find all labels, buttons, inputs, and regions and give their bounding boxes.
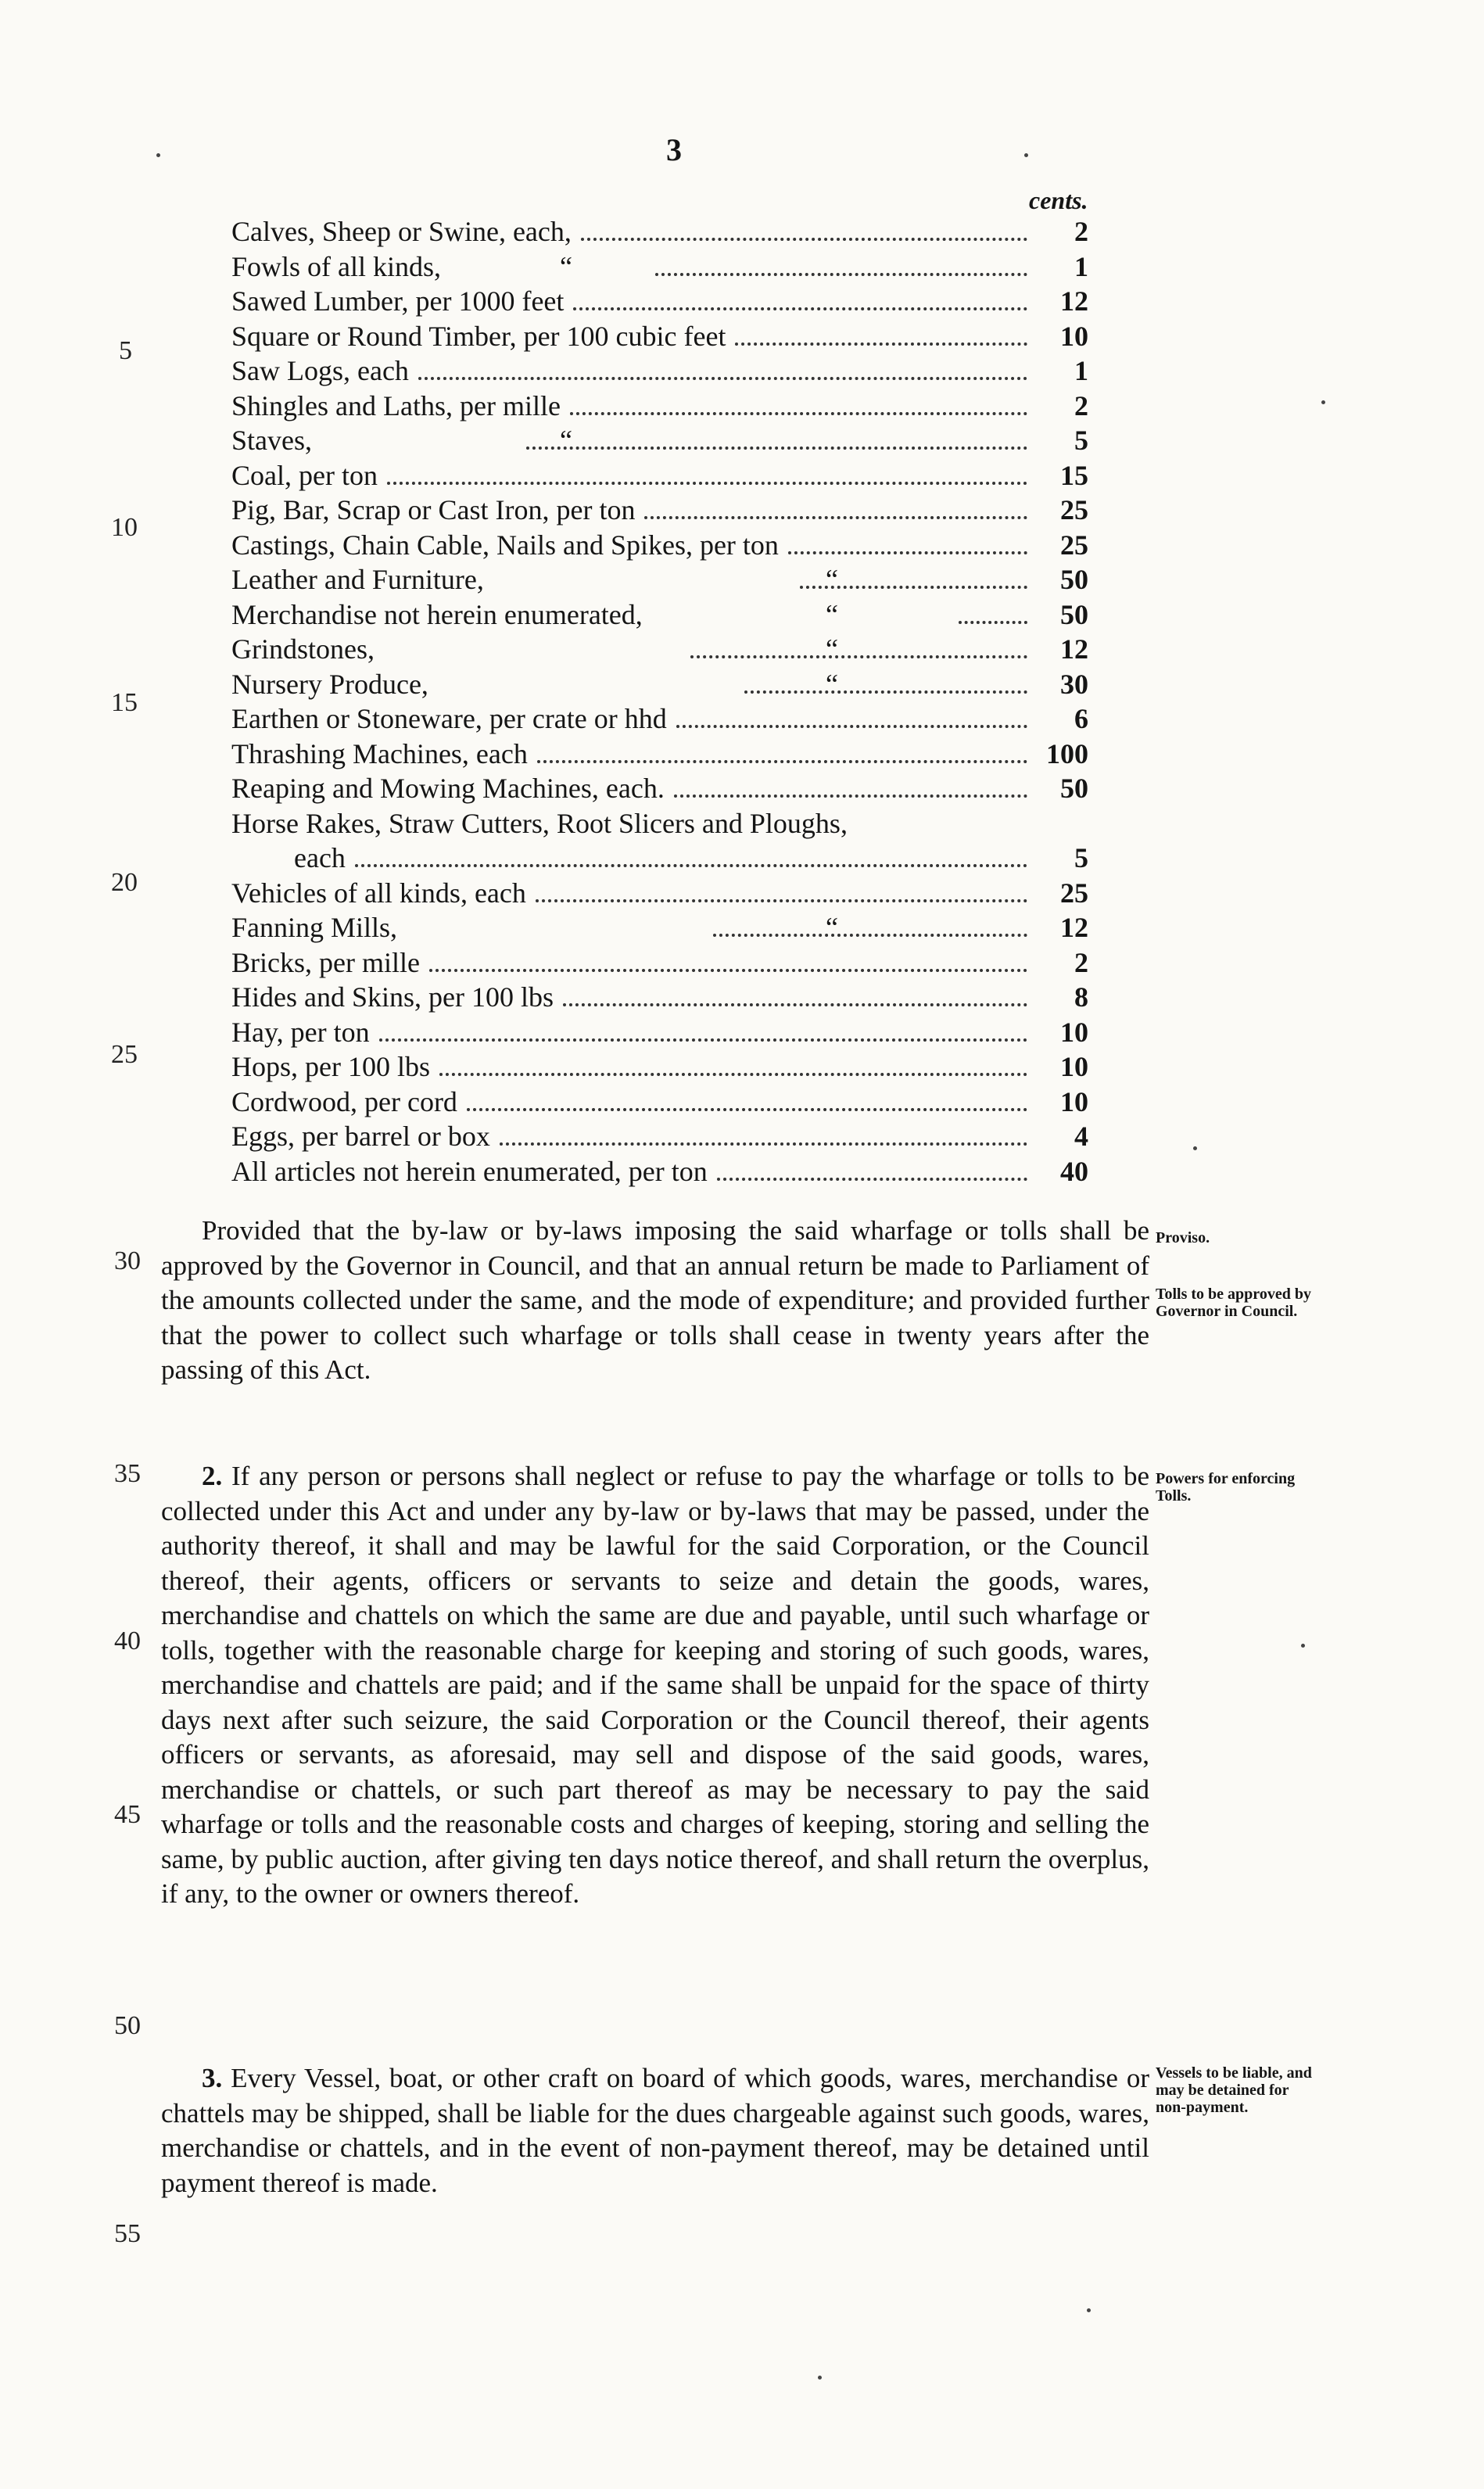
leader-dots [355, 864, 1027, 867]
toll-row [231, 353, 1088, 389]
toll-value: 15 [1060, 459, 1088, 491]
scan-speck [1193, 1146, 1197, 1150]
section-3-paragraph [161, 2061, 1149, 2200]
toll-item: Calves, Sheep or Swine, each, [231, 216, 572, 247]
leader-dots [526, 447, 1027, 450]
toll-row [231, 737, 1088, 772]
line-number: 35 [114, 1459, 141, 1488]
leader-dots [467, 1108, 1027, 1111]
toll-row [231, 1154, 1088, 1189]
scan-speck [1301, 1644, 1305, 1648]
ditto-mark: “ [826, 598, 838, 630]
toll-item: Earthen or Stoneware, per crate or hhd [231, 703, 667, 734]
toll-row [231, 423, 1088, 458]
margin-note-proviso: Proviso. [1156, 1229, 1210, 1246]
leader-dots [713, 934, 1027, 937]
page-number: 3 [666, 132, 682, 167]
toll-row [231, 1085, 1088, 1120]
toll-value: 2 [1074, 389, 1088, 421]
line-number: 15 [111, 688, 138, 717]
margin-note-powers: Powers for enforcing Tolls. [1156, 1470, 1296, 1505]
scan-speck [1024, 153, 1028, 157]
toll-value: 50 [1060, 564, 1088, 595]
toll-item: Reaping and Mowing Machines, each. [231, 773, 665, 804]
toll-item: Nursery Produce, [231, 668, 428, 700]
toll-item: Pig, Bar, Scrap or Cast Iron, per ton [231, 494, 636, 525]
ditto-mark: “ [826, 912, 838, 943]
leader-dots [429, 969, 1027, 972]
margin-note-vessels: Vessels to be liable, and may be detained for non-payment. [1156, 2064, 1312, 2116]
toll-value: 4 [1074, 1121, 1088, 1152]
toll-value: 50 [1060, 598, 1088, 630]
toll-row [231, 632, 1088, 667]
toll-item: Horse Rakes, Straw Cutters, Root Slicers and Ploughs, [231, 807, 848, 839]
leader-dots [387, 482, 1027, 485]
toll-item: Cordwood, per cord [231, 1085, 457, 1117]
leader-dots [500, 1142, 1027, 1146]
toll-item-wrap [231, 806, 1088, 875]
toll-value: 40 [1060, 1155, 1088, 1187]
scan-speck [1321, 400, 1325, 404]
toll-row [231, 458, 1088, 493]
toll-row [231, 1119, 1088, 1154]
toll-item: Saw Logs, each [231, 355, 409, 386]
toll-item: Merchandise not herein enumerated, [231, 598, 643, 630]
leader-dots [644, 516, 1027, 519]
toll-value: 1 [1074, 250, 1088, 282]
toll-value: 12 [1060, 633, 1088, 665]
toll-row [231, 284, 1088, 319]
toll-item: Castings, Chain Cable, Nails and Spikes, per ton [231, 529, 779, 561]
toll-value: 8 [1074, 981, 1088, 1013]
toll-value: 25 [1060, 494, 1088, 525]
line-number: 50 [114, 2011, 141, 2040]
toll-value: 10 [1060, 1051, 1088, 1082]
scan-speck [156, 153, 160, 157]
toll-row [231, 214, 1088, 249]
toll-item: Hay, per ton [231, 1016, 370, 1048]
leader-dots [563, 1003, 1027, 1006]
toll-value: 10 [1060, 1016, 1088, 1048]
toll-row [231, 319, 1088, 354]
toll-value: 2 [1074, 216, 1088, 247]
toll-row [231, 945, 1088, 981]
leader-dots [744, 690, 1027, 694]
toll-item: Vehicles of all kinds, each [231, 877, 526, 909]
toll-row [231, 701, 1088, 737]
leader-dots [788, 551, 1027, 554]
leader-dots [690, 655, 1027, 658]
toll-item: Leather and Furniture, [231, 564, 484, 595]
toll-value: 100 [1046, 737, 1088, 769]
margin-note-approval: Tolls to be approved by Governor in Council. [1156, 1286, 1311, 1320]
leader-dots [418, 377, 1027, 380]
line-number: 5 [119, 336, 132, 365]
toll-row [231, 667, 1088, 702]
line-number: 30 [114, 1246, 141, 1275]
toll-item: Eggs, per barrel or box [231, 1121, 490, 1152]
toll-item: Bricks, per mille [231, 946, 420, 978]
leader-dots [536, 899, 1027, 902]
line-number: 40 [114, 1626, 141, 1655]
line-number: 45 [114, 1800, 141, 1829]
section-2-paragraph [161, 1459, 1149, 1912]
leader-dots [537, 760, 1027, 763]
leader-dots [959, 621, 1027, 624]
section-3-text: Every Vessel, boat, or other craft on board of which goods, wares, merchandise or chattels may be shipped, shall be liable for the dues chargeable against such goods, wares, merchandise or chattels, and in the event of non-payment thereof, may be detained until payment thereof is made. [161, 2063, 1149, 2198]
toll-value: 30 [1060, 668, 1088, 700]
ditto-mark: “ [560, 425, 572, 456]
toll-row [231, 806, 1088, 876]
toll-value: 6 [1074, 703, 1088, 734]
toll-row [231, 1049, 1088, 1085]
toll-list [231, 214, 1088, 1189]
toll-row [231, 980, 1088, 1015]
toll-item: Fowls of all kinds, [231, 250, 442, 282]
toll-item: Square or Round Timber, per 100 cubic feet [231, 320, 726, 352]
toll-value: 12 [1060, 912, 1088, 943]
toll-value: 2 [1074, 946, 1088, 978]
toll-row [231, 910, 1088, 945]
leader-dots [674, 794, 1027, 798]
toll-value: 25 [1060, 877, 1088, 909]
line-number: 10 [111, 513, 138, 542]
leader-dots [573, 307, 1027, 310]
toll-value: 25 [1060, 529, 1088, 561]
toll-row [231, 249, 1088, 285]
leader-dots [655, 273, 1027, 276]
leader-dots [676, 725, 1027, 728]
column-header-cents: cents. [1029, 186, 1088, 214]
toll-item-continuation: each [294, 841, 346, 873]
toll-value: 10 [1060, 1085, 1088, 1117]
ditto-mark: “ [826, 564, 838, 595]
section-number: 2. [202, 1461, 223, 1491]
line-number: 55 [114, 2219, 141, 2248]
toll-row [231, 771, 1088, 806]
toll-row [231, 562, 1088, 597]
line-number: 25 [111, 1040, 138, 1069]
toll-item: Hides and Skins, per 100 lbs [231, 981, 554, 1013]
leader-dots [439, 1073, 1027, 1076]
scan-speck [1087, 2308, 1091, 2312]
toll-item: All articles not herein enumerated, per ton [231, 1155, 708, 1187]
section-number: 3. [202, 2063, 223, 2093]
leader-dots [735, 343, 1027, 346]
toll-row [231, 597, 1088, 633]
leader-dots [570, 412, 1027, 415]
toll-row [231, 1015, 1088, 1050]
toll-item: Grindstones, [231, 633, 375, 665]
line-number: 20 [111, 868, 138, 897]
toll-item: Sawed Lumber, per 1000 feet [231, 285, 565, 317]
ditto-mark: “ [826, 668, 838, 700]
section-2-text: If any person or persons shall neglect or refuse to pay the wharfage or tolls to be collected under this Act and under any by-law or by-laws that may be passed, under the authority thereof, it shall and may be lawful for the said Corporation, or the Council thereof, their agents, officers or servants to seize and detain the goods, wares, merchandise and chattels on which the same are due and payable, until such wharfage or tolls, together with the reasonable charge for keeping and storing of such goods, wares, merchandise and chattels are paid; and if the same shall be unpaid for the space of thirty days next after such seizure, the said Corporation or the Council thereof, their agents officers or servants, as aforesaid, may sell and dispose of the said goods, wares, merchandise or chattels, or such part thereof as may be necessary to pay the said wharfage or tolls and the reasonable costs and charges of keeping, storing and selling the same, by public auction, after giving ten days notice thereof, and shall return the overplus, if any, to the owner or owners thereof. [161, 1461, 1149, 1909]
toll-row [231, 389, 1088, 424]
toll-value: 12 [1060, 285, 1088, 317]
toll-item: Hops, per 100 lbs [231, 1051, 430, 1082]
toll-value: 1 [1074, 355, 1088, 386]
proviso-text: Provided that the by-law or by-laws imposing the said wharfage or tolls shall be approved by the Governor in Council, and that an annual return be made to Parliament of the amounts collected under the same, and the mode of expenditure; and provided further that the power to collect such wharfage or tolls shall cease in twenty years after the passing of this Act. [161, 1215, 1149, 1385]
toll-item: Shingles and Laths, per mille [231, 389, 561, 421]
toll-item: Fanning Mills, [231, 912, 398, 943]
toll-value: 5 [1074, 841, 1088, 873]
ditto-mark: “ [560, 250, 572, 282]
toll-value: 10 [1060, 320, 1088, 352]
toll-item: Thrashing Machines, each [231, 737, 528, 769]
toll-value: 5 [1074, 425, 1088, 456]
toll-item: Coal, per ton [231, 459, 378, 491]
toll-row [231, 876, 1088, 911]
leader-dots [717, 1178, 1027, 1181]
toll-value: 50 [1060, 773, 1088, 804]
ditto-mark: “ [826, 633, 838, 665]
toll-item: Staves, [231, 425, 312, 456]
scan-speck [818, 2376, 822, 2380]
leader-dots [581, 238, 1027, 241]
toll-row [231, 528, 1088, 563]
proviso-paragraph [161, 1214, 1149, 1388]
leader-dots [379, 1038, 1027, 1042]
toll-row [231, 493, 1088, 528]
